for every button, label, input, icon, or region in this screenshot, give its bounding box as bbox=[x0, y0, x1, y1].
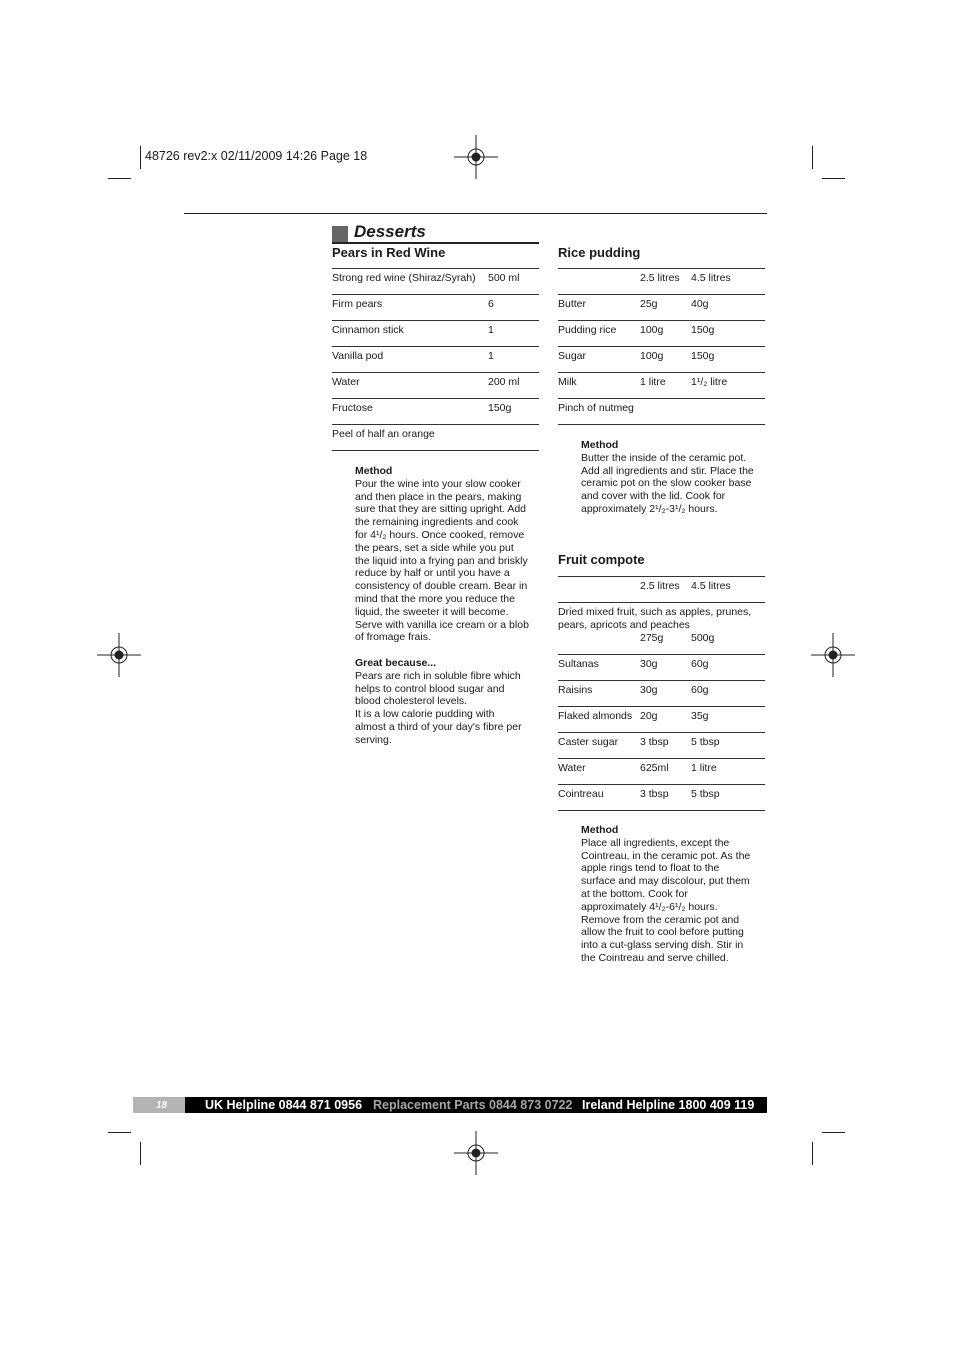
rice-method bbox=[581, 439, 771, 516]
column-header: 2.5 litres bbox=[640, 580, 680, 592]
ingredient-qty: 35g bbox=[691, 710, 709, 722]
method-line: helps to control blood sugar and bbox=[355, 682, 505, 695]
column-header: 4.5 litres bbox=[691, 272, 731, 284]
ingredient-qty: 6 bbox=[488, 298, 494, 310]
table-row bbox=[558, 759, 765, 785]
table-row bbox=[332, 321, 539, 347]
ingredient-qty: 60g bbox=[691, 684, 709, 696]
ingredient-qty: 275g bbox=[640, 632, 664, 644]
table-row bbox=[332, 399, 539, 425]
ingredient-qty: 100g bbox=[640, 350, 664, 362]
ingredient-qty: 30g bbox=[640, 684, 658, 696]
crop-mark bbox=[822, 178, 845, 179]
method-line: the pears, set a side while you put bbox=[355, 541, 514, 554]
crop-mark bbox=[812, 146, 813, 169]
method-line: allow the fruit to cool before putting bbox=[581, 926, 744, 939]
method-line: of fromage frais. bbox=[355, 631, 431, 644]
ingredient-qty: 5 tbsp bbox=[691, 788, 720, 800]
table-row bbox=[332, 373, 539, 399]
ingredient-qty: 500g bbox=[691, 632, 715, 644]
top-rule bbox=[184, 213, 767, 214]
method-line: reduce by half or until you have a bbox=[355, 567, 510, 580]
ingredient-qty: 5 tbsp bbox=[691, 736, 720, 748]
crop-mark bbox=[108, 1132, 131, 1133]
section-rule bbox=[332, 242, 539, 244]
table-row bbox=[332, 295, 539, 321]
method-line: the liquid into a frying pan and briskly bbox=[355, 554, 528, 567]
column-header: 2.5 litres bbox=[640, 272, 680, 284]
ingredient-name: Raisins bbox=[558, 684, 593, 696]
method-line: Remove from the ceramic pot and bbox=[581, 913, 740, 926]
crop-mark bbox=[812, 1142, 813, 1165]
ingredient-name: Sultanas bbox=[558, 658, 599, 670]
method-line: apple rings tend to float to the bbox=[581, 862, 720, 875]
ingredient-qty: 30g bbox=[640, 658, 658, 670]
ingredient-name: Pinch of nutmeg bbox=[558, 402, 634, 414]
table-header-row bbox=[558, 577, 765, 603]
ingredient-qty: 150g bbox=[691, 350, 715, 362]
table-row bbox=[558, 321, 765, 347]
table-row bbox=[332, 269, 539, 295]
method-line: Pears are rich in soluble fibre which bbox=[355, 669, 521, 682]
method-line: for 4¹/₂ hours. Once cooked, remove bbox=[355, 528, 525, 541]
method-line: the remaining ingredients and cook bbox=[355, 516, 519, 529]
method-line: at the bottom. Cook for bbox=[581, 887, 688, 900]
compote-ingredients-table bbox=[558, 576, 765, 811]
ingredient-qty: 1 litre bbox=[691, 762, 717, 774]
method-line: the Cointreau and serve chilled. bbox=[581, 951, 729, 964]
table-row bbox=[558, 399, 765, 425]
method-line: Cointreau, in the ceramic pot. As the bbox=[581, 849, 751, 862]
recipe-title-pears: Pears in Red Wine bbox=[332, 245, 446, 260]
ingredient-qty: 500 ml bbox=[488, 272, 520, 284]
ingredient-name: Caster sugar bbox=[558, 736, 619, 748]
section-marker-icon bbox=[332, 226, 348, 242]
crop-mark bbox=[822, 1132, 845, 1133]
ingredient-qty: 200 ml bbox=[488, 376, 520, 388]
ingredient-qty: 40g bbox=[691, 298, 709, 310]
ingredient-name: Cointreau bbox=[558, 788, 604, 800]
method-line: blood cholesterol levels. bbox=[355, 695, 468, 708]
table-row bbox=[558, 681, 765, 707]
great-because-heading: Great because... bbox=[355, 656, 437, 669]
ingredient-qty: 60g bbox=[691, 658, 709, 670]
table-header-row bbox=[558, 269, 765, 295]
method-line: Add all ingredients and stir. Place the bbox=[581, 464, 754, 477]
method-line: approximately 4¹/₂-6¹/₂ hours. bbox=[581, 900, 718, 913]
ingredient-qty: 1 litre bbox=[640, 376, 666, 388]
table-row bbox=[558, 655, 765, 681]
method-heading: Method bbox=[355, 465, 393, 477]
table-row bbox=[332, 347, 539, 373]
ingredient-qty: 25g bbox=[640, 298, 658, 310]
ingredient-name: Vanilla pod bbox=[332, 350, 384, 362]
ingredient-qty: 1 bbox=[488, 324, 494, 336]
registration-mark-icon bbox=[454, 135, 498, 179]
method-line: Serve with vanilla ice cream or a blob bbox=[355, 618, 529, 631]
table-row bbox=[558, 785, 765, 811]
method-line: consistency of double cream. Bear in bbox=[355, 580, 528, 593]
table-row bbox=[558, 733, 765, 759]
method-line: almost a third of your day's fibre per bbox=[355, 720, 522, 733]
ingredient-name: Pudding rice bbox=[558, 324, 617, 336]
ingredient-qty: 3 tbsp bbox=[640, 788, 669, 800]
ingredient-name: Peel of half an orange bbox=[332, 428, 435, 440]
ingredient-qty: 100g bbox=[640, 324, 664, 336]
method-line: liquid, the sweeter it will become. bbox=[355, 605, 509, 618]
ingredient-name: Butter bbox=[558, 298, 587, 310]
table-row bbox=[558, 707, 765, 733]
ingredient-qty: 1¹/₂ litre bbox=[691, 376, 728, 388]
ingredient-name: Strong red wine (Shiraz/Syrah) bbox=[332, 272, 476, 284]
method-line: and then place in the pears, making bbox=[355, 490, 522, 503]
section-title: Desserts bbox=[354, 222, 426, 241]
method-line: Place all ingredients, except the bbox=[581, 836, 730, 849]
ingredient-name: Cinnamon stick bbox=[332, 324, 404, 336]
ingredient-qty: 1 bbox=[488, 350, 494, 362]
ingredient-name: pears, apricots and peaches bbox=[558, 619, 690, 631]
method-line: surface and may discolour, put them bbox=[581, 875, 750, 888]
method-line: It is a low calorie pudding with bbox=[355, 708, 495, 721]
ingredient-name: Dried mixed fruit, such as apples, prunes, bbox=[558, 606, 752, 618]
ingredient-name: Fructose bbox=[332, 402, 373, 414]
ingredient-qty: 150g bbox=[691, 324, 715, 336]
table-row bbox=[558, 347, 765, 373]
ingredient-qty: 150g bbox=[488, 402, 512, 414]
method-line: mind that the more you reduce the bbox=[355, 592, 515, 605]
ingredient-qty: 3 tbsp bbox=[640, 736, 669, 748]
method-line: into a cut-glass serving dish. Stir in bbox=[581, 939, 744, 952]
registration-mark-icon bbox=[97, 633, 141, 677]
method-heading: Method bbox=[581, 439, 619, 451]
ingredient-name: Water bbox=[558, 762, 586, 774]
uk-helpline: UK Helpline 0844 871 0956 bbox=[205, 1098, 363, 1112]
spacer bbox=[355, 644, 545, 657]
registration-mark-icon bbox=[811, 633, 855, 677]
printer-slug: 48726 rev2:x 02/11/2009 14:26 Page 18 bbox=[145, 149, 368, 163]
replacement-parts-line: Replacement Parts 0844 873 0722 bbox=[373, 1098, 573, 1112]
ingredient-name: Flaked almonds bbox=[558, 710, 633, 722]
ingredient-qty: 625ml bbox=[640, 762, 669, 774]
method-line: Pour the wine into your slow cooker bbox=[355, 477, 521, 490]
rice-ingredients-table bbox=[558, 268, 765, 425]
method-line: sure that they are sitting upright. Add bbox=[355, 503, 527, 516]
crop-mark bbox=[140, 1142, 141, 1165]
column-header: 4.5 litres bbox=[691, 580, 731, 592]
recipe-title-rice: Rice pudding bbox=[558, 245, 641, 260]
method-line: Butter the inside of the ceramic pot. bbox=[581, 451, 747, 464]
method-line: serving. bbox=[355, 733, 392, 746]
method-heading: Method bbox=[581, 824, 619, 836]
ingredient-name: Water bbox=[332, 376, 360, 388]
ingredient-qty: 20g bbox=[640, 710, 658, 722]
compote-method bbox=[581, 824, 771, 965]
method-line: approximately 2¹/₂-3¹/₂ hours. bbox=[581, 502, 718, 515]
method-line: ceramic pot on the slow cooker base bbox=[581, 477, 752, 490]
registration-mark-icon bbox=[454, 1131, 498, 1175]
ireland-helpline: Ireland Helpline 1800 409 119 bbox=[582, 1098, 755, 1112]
table-row bbox=[558, 373, 765, 399]
crop-mark bbox=[140, 146, 141, 169]
ingredient-name: Firm pears bbox=[332, 298, 383, 310]
pears-ingredients-table bbox=[332, 268, 539, 451]
crop-mark bbox=[108, 178, 131, 179]
pears-method bbox=[355, 465, 545, 747]
table-row bbox=[558, 295, 765, 321]
recipe-title-compote: Fruit compote bbox=[558, 552, 645, 567]
ingredient-name: Milk bbox=[558, 376, 577, 388]
table-row bbox=[558, 603, 765, 655]
ingredient-name: Sugar bbox=[558, 350, 587, 362]
page-number: 18 bbox=[156, 1100, 168, 1111]
method-line: and cover with the lid. Cook for bbox=[581, 490, 726, 503]
table-row bbox=[332, 425, 539, 451]
